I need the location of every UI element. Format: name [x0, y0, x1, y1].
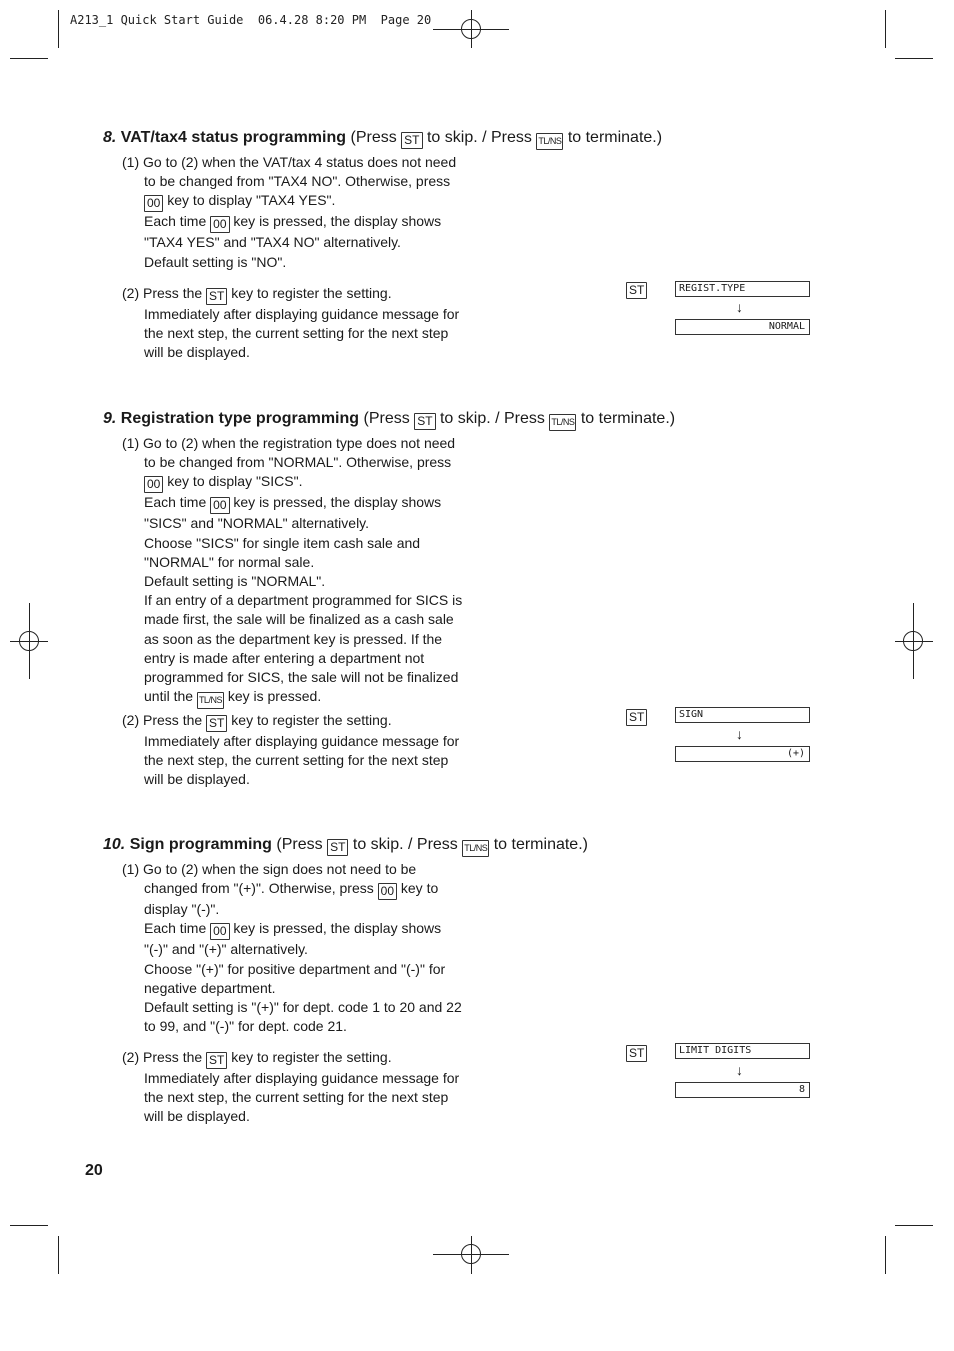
down-arrow-icon: ↓ — [736, 299, 743, 315]
double-zero-key: 00 — [144, 195, 163, 212]
double-zero-key: 00 — [210, 497, 229, 514]
st-key: ST — [206, 288, 227, 305]
section-9-step-2: (2) Press the ST key to register the setting. Immediately after displaying guidance message for the next step, the current setting for the next step will be displayed. — [122, 712, 460, 788]
double-zero-key: 00 — [378, 883, 397, 900]
section-9-step-1: (1) Go to (2) when the registration type does not need to be changed from "NORMAL". Otherwise, press 00 key to display "SICS". Each time 00 key is pressed, the display shows "SICS" and "NORMAL" alternatively. Choose "SICS" for single item cash sale and "NORMAL" for normal sale. Default setting is "NORMAL". If an entry of a department programmed for SICS is made first, the sale will be finalized as a cash sale as soon as the department key is pressed. If the entry is made after entering a department not programmed for SICS, the sale will not be finalized until the TL/NS key is pressed. — [122, 434, 482, 709]
section-10-step-1: (1) Go to (2) when the sign does not need to be changed from "(+)". Otherwise, press 00 key to display "(-)". Each time 00 key is pressed, the display shows "(-)" and "(+)" alternatively. Choose "(+)" for positive department and "(-)" for negative department. Default setting is "(+)" for dept. code 1 to 20 and 22 to 99, and "(-)" for dept. code 21. — [122, 861, 462, 1035]
double-zero-key: 00 — [210, 216, 229, 233]
tl-key: TL/NS — [549, 414, 576, 431]
down-arrow-icon: ↓ — [736, 1062, 743, 1078]
st-key: ST — [206, 715, 227, 732]
double-zero-key: 00 — [210, 923, 229, 940]
display-top-10: LIMIT DIGITS — [675, 1043, 810, 1059]
display-bottom-8: NORMAL — [675, 319, 810, 335]
st-key: ST — [626, 709, 647, 726]
down-arrow-icon: ↓ — [736, 726, 743, 742]
section-9-heading: 9. Registration type programming (Press ST to skip. / Press TL/NS to terminate.) — [103, 410, 675, 431]
section-8-heading: 8. VAT/tax4 status programming (Press ST to skip. / Press TL/NS to terminate.) — [103, 129, 662, 150]
tl-key: TL/NS — [197, 692, 224, 709]
st-key: ST — [626, 1045, 647, 1062]
display-top-8: REGIST.TYPE — [675, 281, 810, 297]
section-8-step-2: (2) Press the ST key to register the setting. Immediately after displaying guidance message for the next step, the current setting for the next step will be displayed. — [122, 285, 460, 361]
tl-key: TL/NS — [536, 133, 563, 150]
display-top-9: SIGN — [675, 707, 810, 723]
tl-key: TL/NS — [462, 840, 489, 857]
st-key: ST — [401, 132, 422, 149]
section-10-step-2: (2) Press the ST key to register the setting. Immediately after displaying guidance message for the next step, the current setting for the next step will be displayed. — [122, 1049, 460, 1125]
section-8-step-1: (1) Go to (2) when the VAT/tax 4 status does not need to be changed from "TAX4 NO". Otherwise, press 00 key to display "TAX4 YES". Each time 00 key is pressed, the display shows "TAX4 YES" and "TAX4 NO" alternatively. Default setting is "NO". — [122, 154, 457, 270]
page-number: 20 — [85, 1162, 103, 1179]
double-zero-key: 00 — [144, 476, 163, 493]
display-bottom-10: 8 — [675, 1082, 810, 1098]
section-10-heading: 10. Sign programming (Press ST to skip. / Press TL/NS to terminate.) — [103, 836, 588, 857]
print-header: A213_1 Quick Start Guide 06.4.28 8:20 PM Page 20 — [70, 13, 432, 27]
display-bottom-9: (+) — [675, 746, 810, 762]
st-key: ST — [206, 1052, 227, 1069]
st-key: ST — [327, 839, 348, 856]
st-key: ST — [626, 282, 647, 299]
st-key: ST — [414, 413, 435, 430]
